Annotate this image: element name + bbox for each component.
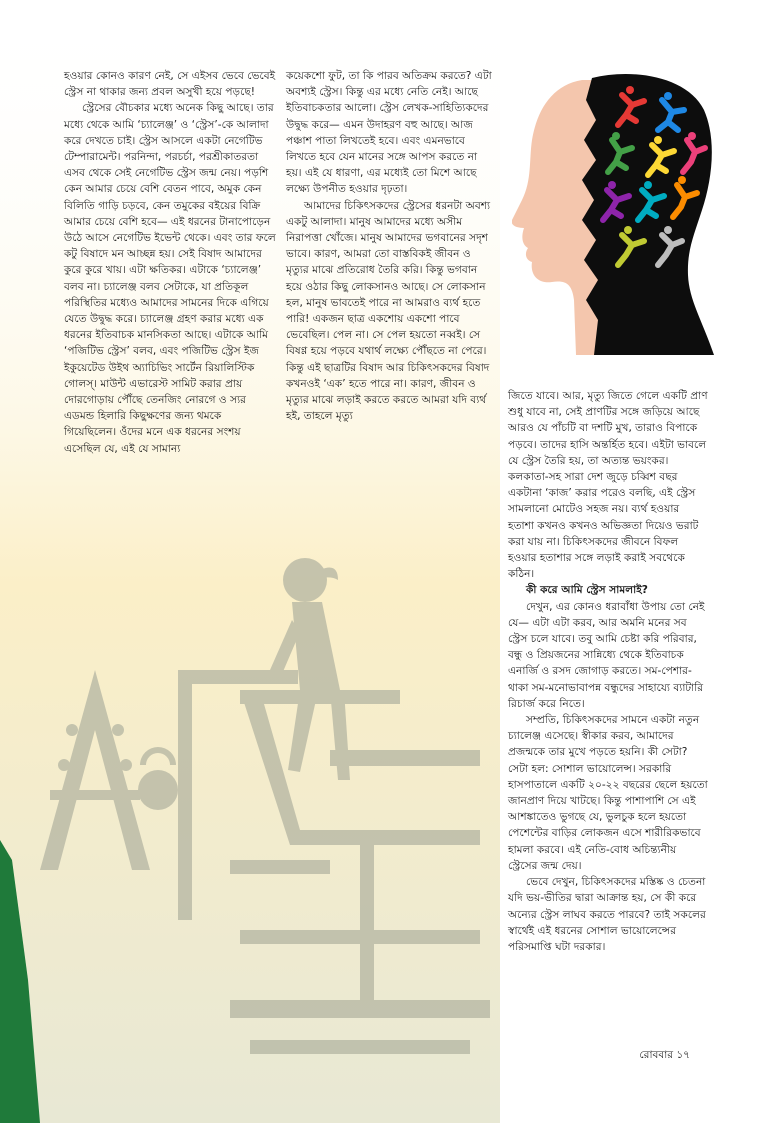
runner-head bbox=[283, 558, 327, 602]
article-column-2 bbox=[286, 68, 492, 424]
section-heading: কী করে আমি স্ট্রেস সামলাই? bbox=[526, 584, 648, 597]
article-column-3 bbox=[508, 388, 708, 955]
kettlebell-icon bbox=[140, 747, 176, 765]
page-footer: রোববার ১৭ bbox=[639, 1049, 690, 1061]
paragraph: দেখুন, এর কোনও ধরাবাঁধা উপায় তো নেই যে— এটা এটা করব, আর অমনি মনের সব স্ট্রেস চলে যাবে। তবু আমি চেষ্টা করি পরিবার, বন্ধু ও প্রিয়জনের সান্নিধ্যে থেকে ইতিবাচক এনার্জি ও রসদ জোগাড় করতে। সম-পেশার-থাকা সম-মনোভাবাপন্ন বন্ধুদের সাহায্যে ব্যাটারি রিচার্জ করে নিতে। bbox=[508, 600, 705, 710]
treadmill-shape bbox=[240, 690, 480, 845]
paragraph: কয়েকশো ফুট, তা কি পারব অতিক্রম করতে? এটা অবশ্যই স্ট্রেস। কিন্তু এর মধ্যে নেতি নেই। আছে ইতিবাচকতার আলো। স্ট্রেস লেখক-সাহিত্যিকদের উদ্বুদ্ধ করে— এমন উদাহরণ বহু আছে। আজ পঞ্চাশ পাতা লিখতেই হবে। এবং এমনভাবে লিখতে হবে যেন মানের সঙ্গে আপস করতে না হয়। এই যে ধারণা, এর মধ্যেই তো মিশে আছে লক্ষ্যে উপনীত হওয়ার দৃঢ়তা। bbox=[286, 70, 492, 196]
green-edge-shape bbox=[0, 840, 60, 1123]
runner-body bbox=[292, 602, 340, 690]
paragraph: সম্প্রতি, চিকিৎসকদের সামনে একটা নতুন চ্যালেঞ্জ এসেছে। স্বীকার করব, আমাদের প্রজন্মকে তার মুখে পড়তে হয়নি। কী সেটা? সেটা হল: সোশাল ভায়োলেন্স। সরকারি হাসপাতালে একটি ২০-২২ বছরের ছেলে হয়তো জানপ্রাণ দিয়ে খাটছে। কিন্তু পাশাপাশি সে এই আশঙ্কাতেও ভুগছে যে, ভুলচুক হলে হয়তো পেশেন্টের বাড়ির লোকজন এসে শারীরিকভাবে হামলা করবে। এই নেতি-বোধ অচিন্ত্যনীয় স্ট্রেসের জন্ম দেয়। bbox=[508, 714, 708, 872]
gym-illustration bbox=[0, 540, 500, 1123]
paragraph: স্ট্রেসের বৌচকার মধ্যে অনেক কিছু আছে। তার মধ্যে থেকে আমি ‘চ্যালেঞ্জ’ ও ‘স্ট্রেস’-কে আলাদা করে দেখতে চাই। স্ট্রেস আসলে একটা নেগেটিভ টেম্পারামেন্ট। পরনিন্দা, পরচর্চা, পরশ্রীকাতরতা এসব থেকে সেই নেগেটিভ স্ট্রেস জন্ম নেয়। পড়শি কেন আমার চেয়ে বেশি বেতন পাবে, অমুক কেন বিলিতি গাড়ি চড়বে, কেন তমুকের বইয়ের বিক্রি আমার চেয়ে বেশি হবে— এই ধরনের টানাপোড়েন উঠে আসে নেগেটিভ ইভেন্ট থেকে। এবং তার ফলে কটু বিষাদে মন আচ্ছন্ন হয়। সেই বিষাদ আমাদের কুরে কুরে খায়। এটা ক্ষতিকর। এটাকে ‘চ্যালেঞ্জ’ বলব না। চ্যালেঞ্জ বলব সেটাকে, যা প্রতিকূল পরিস্থিতির মধ্যেও আমাদের সামনের দিকে এগিয়ে যেতে উদ্বুদ্ধ করে। চ্যালেঞ্জ গ্রহণ করার মধ্যে এক ধরনের ইতিবাচক মানসিকতা আছে। এটাকে আমি ‘পজিটিভ স্ট্রেস’ বলব, এবং পজিটিভ স্ট্রেস ইজ ইকুয়েটেড উইথ অ্যাচিভিং সার্টেন রিয়ালিস্টিক গোলস্‌। মাউন্ট এভারেস্ট সামিট করার প্রায় দোরগোড়ায় পৌঁছে তেনজিং নোরগে ও স্যর এডমন্ড হিলারি কিছুক্ষণের জন্য থমকে গিয়েছিলেন। ওঁদের মনে এক ধরনের সংশয় এসেছিল যে, এই যে সামান্য bbox=[64, 102, 276, 455]
head-illustration bbox=[512, 70, 717, 360]
paragraph: আমাদের চিকিৎসকদের স্ট্রেসের ধরনটা অবশ্য একটু আলাদা। মানুষ আমাদের মধ্যে অসীম নিরাপত্তা খোঁজে। মানুষ আমাদের ভগবানের সদৃশ ভাবে। কারণ, আমরা তো বাস্তবিকই জীবন ও মৃত্যুর মাঝে প্রতিরোধ তৈরি করি। কিন্তু ভগবান হয়ে ওঠার কিছু লোকসানও আছে। সে লোকসান হল, মানুষ ভাবতেই পারে না আমরাও ব্যর্থ হতে পারি! একজন ছাত্র একশোয় একশো পাবে ভেবেছিল। পেল না। সে পেল হয়তো নব্বই। সে বিষণ্ণ হয়ে পড়বে যথার্থ লক্ষ্যে পৌঁছতে না পেরে। কিন্তু এই ছাত্রটির বিষাদ আর চিকিৎসকদের বিষাদ কখনওই ‘এক’ হতে পারে না। কারণ, জীবন ও মৃত্যুর মাঝে লড়াই করতে করতে আমরা যদি ব্যর্থ হই, তাহলে মৃত্যু bbox=[286, 199, 491, 423]
article-column-1 bbox=[64, 68, 276, 457]
paragraph: ভেবে দেখুন, চিকিৎসকদের মস্তিষ্ক ও চেতনা যদি ভয়-ভীতির দ্বারা আক্রান্ত হয়, সে কী করে অন্যের স্ট্রেস লাঘব করতে পারবে? তাই সকলের স্বার্থেই এই ধরনের সোশাল ভায়োলেন্সের পরিসমাপ্তি ঘটা দরকার। bbox=[508, 876, 706, 953]
paragraph: জিতে যাবে। আর, মৃত্যু জিতে গেলে একটি প্রাণ শুধু যাবে না, সেই প্রাণটির সঙ্গে জড়িয়ে আছে আরও যে পাঁচটি বা দশটি মুখ, তারাও বিপাকে পড়বে। তাদের হাসি অন্তর্হিত হবে। এইটা ভাবলে যে স্ট্রেস তৈরি হয়, তা অত্যন্ত ভয়ংকর। কলকাতা-সহ সারা দেশ জুড়ে চব্বিশ বছর একটানা ‘কাজ’ করার পরেও বলছি, এই স্ট্রেস সামলানো মোটেও সহজ নয়। ব্যর্থ হওয়ার হতাশা কখনও কখনও অভিজ্ঞতা দিয়েও ভরাট করা যায় না। চিকিৎসকদের জীবনে বিফল হওয়ার হতাশার সঙ্গে লড়াই করাই সবথেকে কঠিন। bbox=[508, 390, 708, 581]
paragraph: হওয়ার কোনও কারণ নেই, সে এইসব ভেবে ভেবেই স্ট্রেস না থাকার জন্য প্রবল অসুখী হয়ে পড়ছে! bbox=[64, 70, 276, 99]
